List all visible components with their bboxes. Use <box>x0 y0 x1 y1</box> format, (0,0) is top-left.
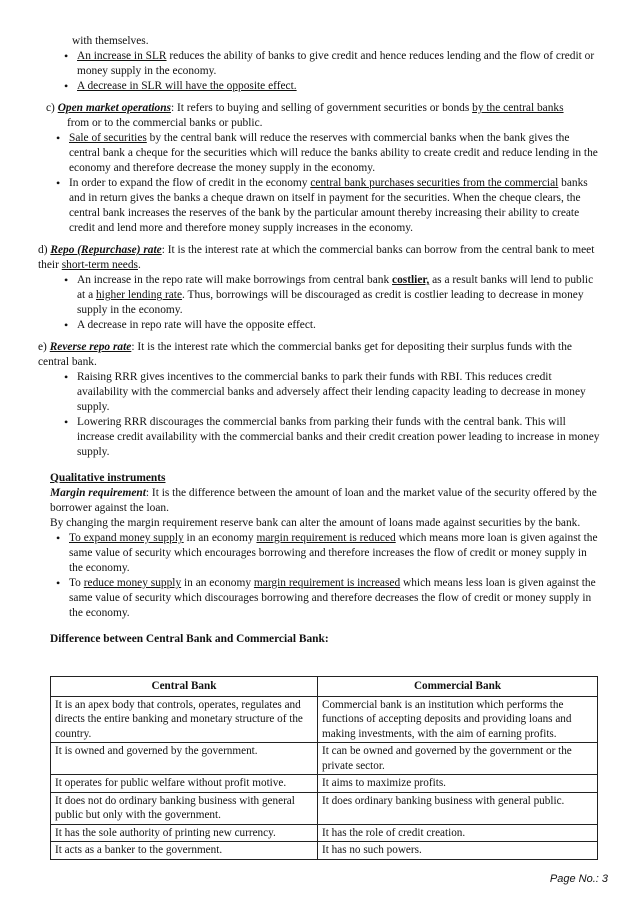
repo-bullet-increase: • An increase in the repo rate will make borrowings from central bank costlier, as a result banks will lend to public at a higher lending rate. Thus, borrowings will be discouraged as credit is costlier leading to decrease in money supply in the economy. <box>77 273 600 318</box>
omo-definition: c) Open market operations: It refers to buying and selling of government securities or bonds by the central banks <box>46 102 564 114</box>
table-row <box>51 775 598 793</box>
slr-bullets <box>0 49 638 94</box>
margin-bullet-reduce: • To reduce money supply in an economy margin requirement is increased which means less loan is given against the same value of security which discourages borrowing and therefore decreases the flow of credit or money supply in the economy. <box>69 576 600 621</box>
comparison-heading: Difference between Central Bank and Commercial Bank: <box>50 633 329 645</box>
slr-continuation: with themselves. <box>72 35 149 47</box>
margin-line2: By changing the margin requirement reserve bank can alter the amount of loans made against securities by the bank. <box>50 517 581 529</box>
cell-central-bank: It acts as a banker to the government. <box>51 842 318 860</box>
table-row <box>51 824 598 842</box>
table-row <box>51 842 598 860</box>
comparison-table-body <box>51 696 598 859</box>
omo-bullet-purchase: • In order to expand the flow of credit in the economy central bank purchases securities from the commercial banks and in return gives the banks a cheque drawn on itself in payment for the securities. When the cheque clears, the central bank increases the reserves of the bank by the particular amount thereby increasing their ability to create credit and lend more and therefore money supply increases in the economy. <box>69 176 600 236</box>
cell-central-bank: It is owned and governed by the government. <box>51 743 318 775</box>
reverse-repo-term: Reverse repo rate <box>49 341 132 353</box>
cell-commercial-bank: It can be owned and governed by the government or the private sector. <box>318 743 598 775</box>
margin-term: Margin requirement <box>50 487 146 499</box>
repo-bullets <box>0 273 638 333</box>
margin-bullet-expand: • To expand money supply in an economy margin requirement is reduced which means more loan is given against the same value of security which encourages borrowing and therefore increases the flow of credit or money supply in the economy. <box>69 531 600 576</box>
margin-definition: Margin requirement: It is the difference between the amount of loan and the market value of the security offered by the borrower against the loan. <box>50 487 597 514</box>
reverse-repo-bullet-raise: • Raising RRR gives incentives to the commercial banks to park their funds with RBI. This reduces credit availability with the commercial banks and adversely affect their lending capacity leading to decrease in money supply. <box>77 370 600 415</box>
table-header-row <box>51 677 598 697</box>
margin-bullets <box>0 531 638 621</box>
cell-commercial-bank: It does ordinary banking business with general public. <box>318 792 598 824</box>
table-row <box>51 743 598 775</box>
reverse-repo-bullets <box>0 370 638 460</box>
omo-bullet-sale: • Sale of securities by the central bank will reduce the reserves with commercial banks when the bank gives the central bank a cheque for the securities which will reduce the banks ability to create credit and reduce lending in the economy and therefore decrease the money supply in the economy. <box>69 131 600 176</box>
cell-commercial-bank: It aims to maximize profits. <box>318 775 598 793</box>
slr-bullet-increase: • An increase in SLR reduces the ability of banks to give credit and hence reduces lending and the flow of credit or money supply in the economy. <box>77 49 600 79</box>
repo-definition: d) Repo (Repurchase) rate: It is the interest rate at which the commercial banks can borrow from the central bank to meet their short-term needs. <box>38 244 595 271</box>
reverse-repo-bullet-lower: • Lowering RRR discourages the commercial banks from parking their funds with the central bank. This will increase credit availability with the commercial banks and their credit creation power leading to increase in money supply. <box>77 415 600 460</box>
table-row <box>51 792 598 824</box>
omo-definition-cont: from or to the commercial banks or public. <box>67 117 263 129</box>
repo-term: Repo (Repurchase) rate <box>50 244 162 256</box>
reverse-repo-definition: e) Reverse repo rate: It is the interest rate which the commercial banks get for depositing their surplus funds with the central bank. <box>38 341 572 368</box>
cell-central-bank: It does not do ordinary banking business with general public but only with the government. <box>51 792 318 824</box>
qualitative-heading: Qualitative instruments <box>50 472 166 484</box>
omo-bullets <box>0 131 638 236</box>
page-number: Page No.: 3 <box>549 873 608 885</box>
slr-bullet-decrease: • A decrease in SLR will have the opposite effect. <box>77 79 600 94</box>
cell-commercial-bank: It has the role of credit creation. <box>318 824 598 842</box>
cell-central-bank: It has the sole authority of printing new currency. <box>51 824 318 842</box>
cell-central-bank: It operates for public welfare without profit motive. <box>51 775 318 793</box>
comparison-table <box>50 676 598 860</box>
column-header-commercial: Commercial Bank <box>318 677 598 697</box>
omo-term: Open market operations <box>57 102 171 114</box>
table-row <box>51 696 598 743</box>
cell-commercial-bank: It has no such powers. <box>318 842 598 860</box>
cell-commercial-bank: Commercial bank is an institution which performs the functions of accepting deposits and providing loans and making investments, with the aim of earning profits. <box>318 696 598 743</box>
column-header-central: Central Bank <box>51 677 318 697</box>
cell-central-bank: It is an apex body that controls, operates, regulates and directs the entire banking and monetary structure of the country. <box>51 696 318 743</box>
repo-bullet-decrease: • A decrease in repo rate will have the opposite effect. <box>77 318 600 333</box>
document-page <box>0 34 638 647</box>
